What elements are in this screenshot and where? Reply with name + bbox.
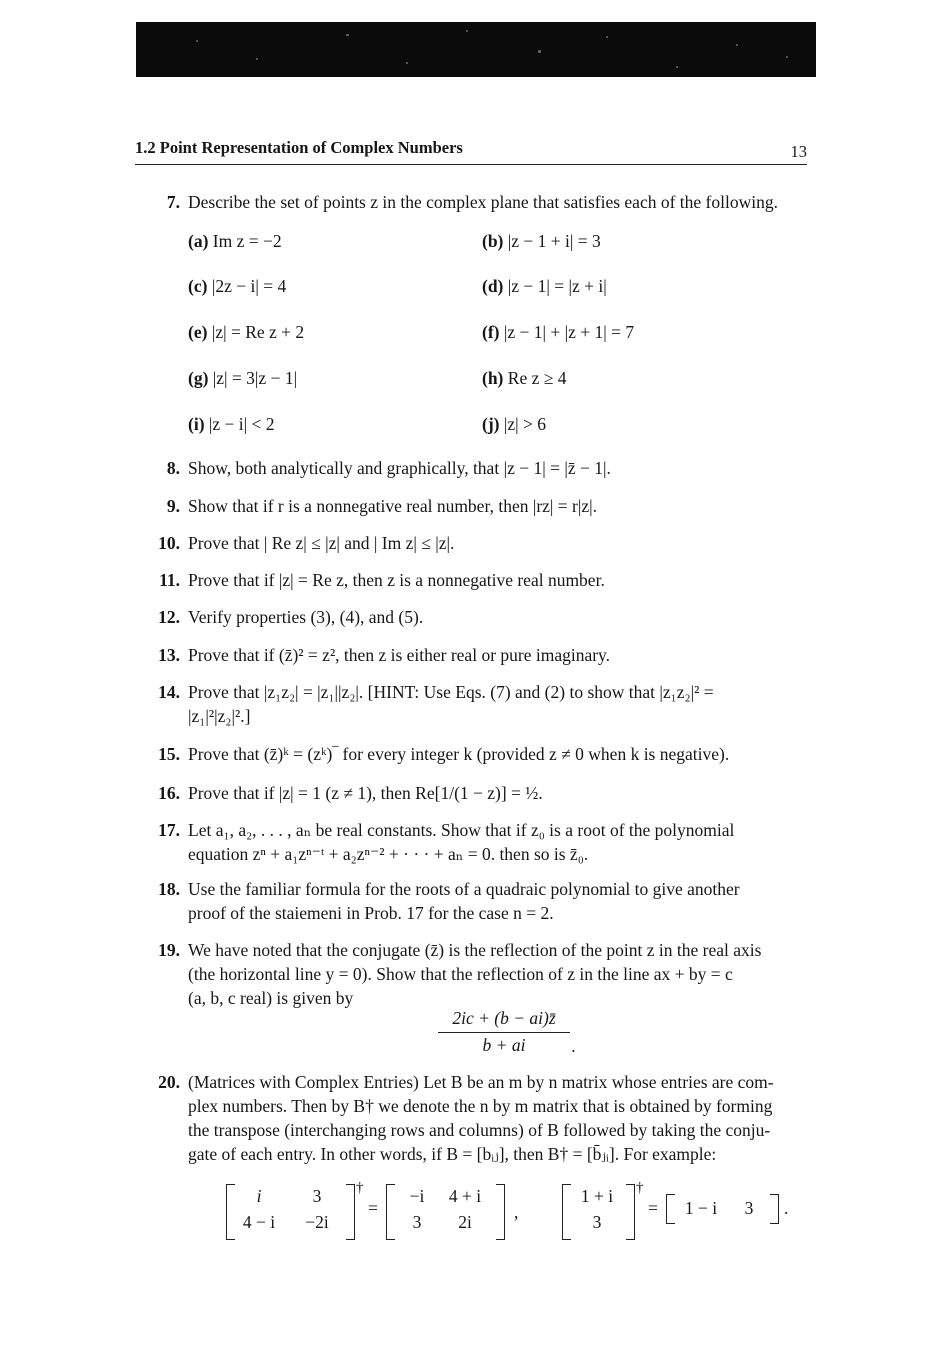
running-header <box>135 136 807 165</box>
subitem-j: (j) |z| > 6 <box>482 414 547 434</box>
reflection-formula: 2ic + (b − ai)z̄ b + ai . <box>438 1008 570 1056</box>
subitem-b: (b) |z − 1 + i| = 3 <box>482 231 601 251</box>
problem-18: 18. Use the familiar formula for the roots of a quadraic polynomial to give another proof of the staiemeni in Prob. 17 for the case n = 2. <box>158 879 740 923</box>
problem-20: 20. (Matrices with Complex Entries) Let B be an m by n matrix whose entries are com- plex numbers. Then by B† we denote the n by m matrix that is obtained by forming the transpose (interchanging rows and columns) of B followed by taking the conju- gate of each entry. In other words, if B = [bᵢⱼ], then B† = [b̄ⱼᵢ]. For example: <box>158 1072 774 1164</box>
problem-8: 8. Show, both analytically and graphically, that |z − 1| = |z̄ − 1|. <box>166 458 611 478</box>
problem-number: 7. <box>166 192 180 212</box>
problem-11: 11. Prove that if |z| = Re z, then z is a nonnegative real number. <box>159 570 605 590</box>
subitem-c: (c) |2z − i| = 4 <box>188 276 287 296</box>
problem-19: 19. We have noted that the conjugate (z̄) is the reflection of the point z in the real axis (the horizontal line y = 0). Show that the reflection of z in the line ax + by = c (a, b, c real) is given by <box>158 940 762 1008</box>
problem-16: 16. Prove that if |z| = 1 (z ≠ 1), then Re[1/(1 − z)] = ½. <box>158 783 543 803</box>
problem-7 <box>150 190 816 450</box>
problem-9: 9. Show that if r is a nonnegative real number, then |rz| = r|z|. <box>166 496 598 516</box>
formula-denominator: b + ai <box>482 1035 526 1055</box>
subitem-e: (e) |z| = Re z + 2 <box>188 322 305 342</box>
subitem-d: (d) |z − 1| = |z + i| <box>482 276 607 296</box>
subitem-a: (a) Im z = −2 <box>188 231 282 251</box>
header-banner-image <box>136 22 816 77</box>
subitem-g: (g) |z| = 3|z − 1| <box>188 368 298 388</box>
formula-numerator: 2ic + (b − ai)z̄ <box>438 1008 570 1033</box>
section-title: 1.2 Point Representation of Complex Numbers <box>135 138 463 157</box>
page-number: 13 <box>790 142 807 161</box>
subitem-h: (h) Re z ≥ 4 <box>482 368 567 388</box>
problem-14: 14. Prove that |z₁z₂| = |z₁||z₂|. [HINT: Use Eqs. (7) and (2) to show that |z₁z₂|² = |z₁|²|z₂|².] <box>158 682 714 726</box>
problem-15: 15. Prove that (z̄)ᵏ = (zᵏ)‾ for every integer k (provided z ≠ 0 when k is negative). <box>158 744 730 764</box>
subitem-f: (f) |z − 1| + |z + 1| = 7 <box>482 322 635 342</box>
matrix-examples: i 3 4 − i −2i † = −i 4 + i 3 2i , 1 + i 3 † = 1 − i 3 . <box>222 1180 822 1240</box>
subitem-i: (i) |z − i| < 2 <box>188 414 275 434</box>
problem-text: Describe the set of points z in the complex plane that satisfies each of the following. <box>188 192 778 212</box>
problem-12: 12. Verify properties (3), (4), and (5). <box>158 607 424 627</box>
problem-10: 10. Prove that | Re z| ≤ |z| and | Im z| ≤ |z|. <box>158 533 455 553</box>
problem-13: 13. Prove that if (z̄)² = z², then z is either real or pure imaginary. <box>158 645 611 665</box>
problem-17: 17. Let a₁, a₂, . . . , aₙ be real constants. Show that if z₀ is a root of the polynomial equation zⁿ + a₁zⁿ⁻ᵗ + a₂zⁿ⁻² + · · · + aₙ = 0. then so is z̄₀. <box>158 820 735 864</box>
